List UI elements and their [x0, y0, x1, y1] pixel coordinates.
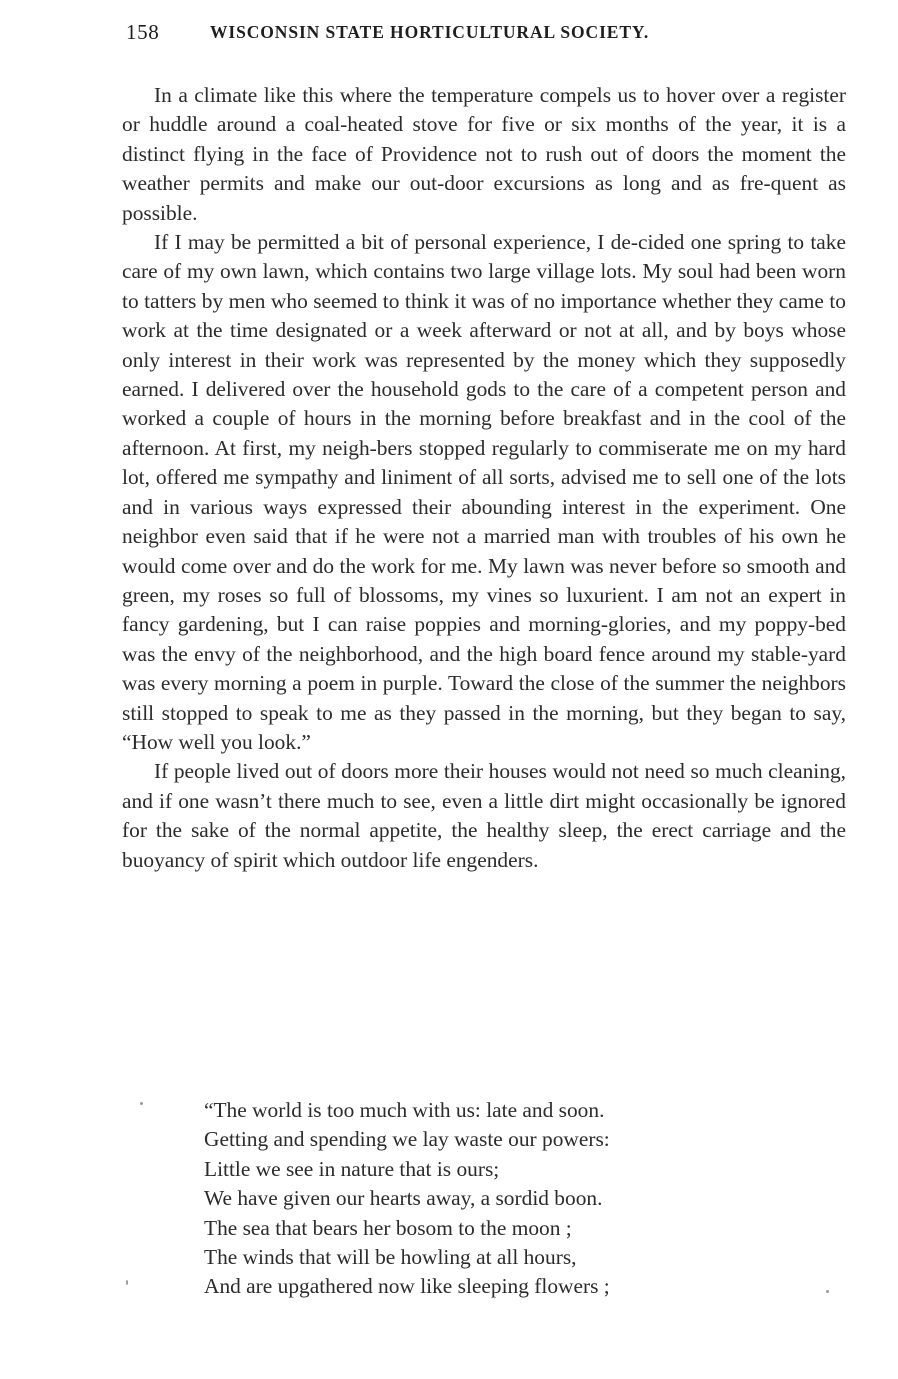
paragraph: If I may be permitted a bit of personal experience, I de-cided one spring to take care of my own lawn, which contains two large village lots. My soul had been worn to tatters by men who seemed to think it was of no importance whether they came to work at the time designated or a week afterward or not at all, and by boys whose only interest in their work was represented by the money which they supposedly earned. I delivered over the household gods to the care of a competent person and worked a couple of hours in the morning before breakfast and in the cool of the afternoon. At first, my neigh-bers stopped regularly to commiserate me on my hard lot, offered me sympathy and liniment of all sorts, advised me to sell one of the lots and in various ways expressed their abounding interest in the experiment. One neighbor even said that if he were not a married man with troubles of his own he would come over and do the work for me. My lawn was never before so smooth and green, my roses so full of blossoms, my vines so luxurient. I am not an expert in fancy gardening, but I can raise poppies and morning-glories, and my poppy-bed was the envy of the neighborhood, and the high board fence around my stable-yard was every morning a poem in purple. Toward the close of the summer the neighbors still stopped to speak to me as they passed in the morning, but they began to say, “How well you look.” — [122, 230, 846, 754]
poem-line: The winds that will be howling at all hours, — [204, 1245, 577, 1270]
paragraph: In a climate like this where the temperature compels us to hover over a register or huddle around a coal-heated stove for five or six months of the year, it is a distinct flying in the face of Providence not to rush out of doors the moment the weather permits and make our out-door excursions as long and as fre-quent as possible. — [122, 83, 846, 225]
paragraph: If people lived out of doors more their houses would not need so much cleaning, and if one wasn’t there much to see, even a little dirt might occasionally be ignored for the sake of the normal appetite, the healthy sleep, the erect carriage and the buoyancy of spirit which outdoor life engenders. — [122, 759, 846, 872]
paper-speck — [140, 1102, 143, 1105]
poem-line: Little we see in nature that is ours; — [204, 1156, 500, 1181]
poem-line: The sea that bears her bosom to the moon ; — [204, 1215, 572, 1240]
paper-speck — [826, 1290, 829, 1293]
poem-quotation — [204, 1096, 794, 1302]
poem-line: And are upgathered now like sleeping flowers ; — [204, 1274, 610, 1299]
running-title: WISCONSIN STATE HORTICULTURAL SOCIETY. — [210, 22, 650, 42]
paper-speck — [126, 1280, 128, 1285]
poem-line: “The world is too much with us: late and soon. — [204, 1098, 605, 1122]
poem-line: Getting and spending we lay waste our powers: — [204, 1127, 610, 1152]
page-number: 158 — [126, 20, 160, 44]
running-head — [126, 20, 766, 50]
poem-line: We have given our hearts away, a sordid boon. — [204, 1186, 603, 1211]
body-text — [122, 81, 846, 875]
